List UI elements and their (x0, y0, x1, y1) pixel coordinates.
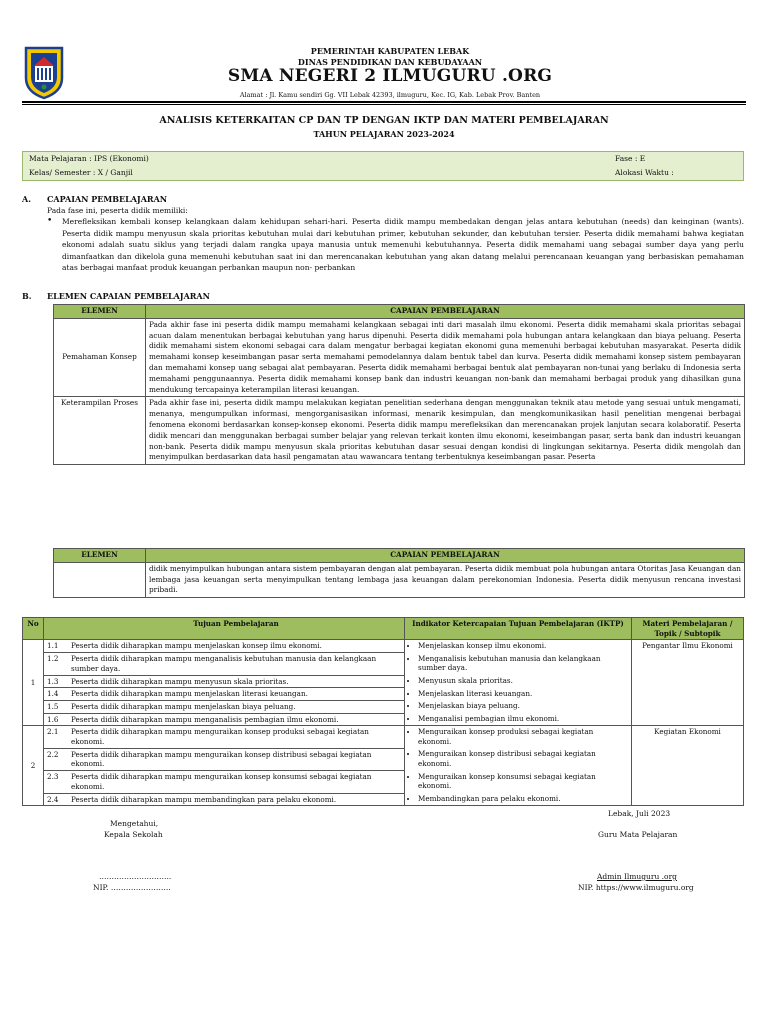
iktp-item: • Menganalisi pembagian ilmu ekonomi. (418, 714, 628, 724)
info-kelas: Kelas/ Semester : X / Ganjil (29, 168, 133, 177)
iktp-list (408, 727, 628, 746)
section-b-title: ELEMEN CAPAIAN PEMBELAJARAN (47, 291, 210, 301)
signature-left-name: ……………………….. (99, 872, 172, 881)
signature-place-date: Lebak, Juli 2023 (608, 809, 671, 818)
iktp-item: • Menganalisis kebutuhan manusia dan kelangkaan sumber daya. (418, 654, 628, 673)
group-number-cell: 1 (23, 640, 44, 726)
tp-header-num (44, 618, 69, 640)
iktp-list (408, 676, 628, 686)
iktp-item: • Menguraikan konsep konsumsi sebagai kegiatan ekonomi. (418, 772, 628, 791)
tp-table (22, 617, 744, 806)
iktp-list (408, 749, 628, 768)
tp-header-no: No (23, 618, 44, 640)
iktp-list (408, 689, 628, 699)
table-row (54, 562, 745, 597)
header-rule-thin (22, 104, 746, 105)
bullet-icon: • (47, 216, 53, 226)
cp-table (53, 304, 745, 465)
tp-header-tp: Tujuan Pembelajaran (68, 618, 405, 640)
iktp-cell (405, 748, 632, 770)
cp-cell: didik menyimpulkan hubungan antara sistem pembayaran dengan alat pembayaran. Peserta didik membuat pola hubungan antara Otoritas Jasa Keuangan dan lembaga jasa keuangan serta menyimpulkan tentang lembaga jasa keuangan dalam perekonomian Indonesia. Peserta didik menyusun rencana investasi pribadi. (146, 562, 745, 597)
elemen-cell: Keterampilan Proses (54, 397, 146, 465)
signature-right-title: Guru Mata Pelajaran (598, 830, 678, 839)
tp-number-cell: 1.2 (44, 653, 69, 675)
iktp-cell (405, 726, 632, 748)
iktp-list (408, 701, 628, 711)
cp-table-continued-wrapper (53, 548, 745, 598)
tp-number-cell: 1.3 (44, 675, 69, 688)
materi-cell: Pengantar Ilmu Ekonomi (632, 640, 744, 726)
iktp-list (408, 772, 628, 791)
iktp-list (408, 641, 628, 651)
iktp-list (408, 714, 628, 724)
section-a-title: CAPAIAN PEMBELAJARAN (47, 194, 168, 204)
cp-cell: Pada akhir fase ini peserta didik mampu memahami kelangkaan sebagai inti dari masalah ilmu ekonomi. Peserta didik memahami skala prioritas sebagai acuan dalam menentukan berbagai kebutuhan yang harus dipenuhi. Peserta didik memahami pola hubungan antara kelangkaan dan biaya peluang. Peserta didik memahami sistem ekonomi sebagai cara dalam mengatur berbagai kegiatan ekonomi guna memenuhi berbagai kebutuhan masyarakat. Peserta didik memahami konsep keseimbangan pasar serta memahami pemodelannya dalam bentuk tabel dan kurva. Peserta didik memahami konsep sistem pembayaran dan memahami konsep uang sebagai alat pembayaran. Peserta didik memahami berbagai bentuk alat pembayaran non-tunai yang berlaku di Indonesia serta memahami penggunaannya. Peserta didik memahami konsep bank dan industri keuangan non-bank dan memahami berbagai produk yang dihasilkan guna mendukung tercapainya keterampilan literasi keuangan. (146, 318, 745, 397)
tp-number-cell: 2.4 (44, 793, 69, 806)
section-a-label: A. (22, 194, 31, 204)
tp-cell: Peserta didik diharapkan mampu menjelaskan literasi keuangan. (68, 688, 405, 701)
iktp-item: • Menjelaskan literasi keuangan. (418, 689, 628, 699)
signature-left-nip: NIP. …………………… (93, 883, 171, 892)
tp-header-materi: Materi Pembelajaran / Topik / Subtopik (632, 618, 744, 640)
document-title: ANALISIS KETERKAITAN CP DAN TP DENGAN IKTP DAN MATERI PEMBELAJARAN (159, 115, 609, 126)
tp-cell: Peserta didik diharapkan mampu menguraikan konsep konsumsi sebagai kegiatan ekonomi. (68, 771, 405, 793)
school-logo-icon (22, 44, 66, 100)
iktp-cell (405, 653, 632, 675)
iktp-list (408, 654, 628, 673)
tp-number-cell: 1.1 (44, 640, 69, 653)
tp-number-cell: 2.2 (44, 748, 69, 770)
iktp-item: • Menjelaskan konsep ilmu ekonomi. (418, 641, 628, 651)
gov-line: PEMERINTAH KABUPATEN LEBAK (310, 46, 470, 56)
tp-cell: Peserta didik diharapkan mampu menyusun skala prioritas. (68, 675, 405, 688)
tp-cell: Peserta didik diharapkan mampu menguraikan konsep distribusi sebagai kegiatan ekonomi. (68, 748, 405, 770)
iktp-cell (405, 713, 632, 726)
info-fase: Fase : E (615, 154, 646, 163)
cp-header-elemen: ELEMEN (54, 305, 146, 319)
iktp-item: • Menjelaskan biaya peluang. (418, 701, 628, 711)
subject-info-bar (22, 151, 744, 181)
tp-table-body (23, 640, 744, 806)
tp-number-cell: 1.4 (44, 688, 69, 701)
iktp-item: • Menyusun skala prioritas. (418, 676, 628, 686)
section-a-intro: Pada fase ini, peserta didik memiliki: (47, 206, 188, 215)
elemen-cell: Pemahaman Konsep (54, 318, 146, 397)
tp-cell: Peserta didik diharapkan mampu membandingkan para pelaku ekonomi. (68, 793, 405, 806)
tp-cell: Peserta didik diharapkan mampu menjelaskan konsep ilmu ekonomi. (68, 640, 405, 653)
signature-right-name: Admin Ilmuguru .org (597, 872, 677, 881)
tp-cell: Peserta didik diharapkan mampu menjelaskan biaya peluang. (68, 700, 405, 713)
table-row (54, 318, 745, 397)
signature-left-line1: Mengetahui, (110, 819, 159, 828)
table-row (54, 397, 745, 465)
cp-header-elemen: ELEMEN (54, 549, 146, 563)
info-mapel: Mata Pelajaran : IPS (Ekonomi) (29, 154, 149, 163)
iktp-item: • Menguraikan konsep produksi sebagai kegiatan ekonomi. (418, 727, 628, 746)
table-row (23, 726, 744, 748)
section-a-text: Merefleksikan kembali konsep kelangkaan dalam kehidupan sehari-hari. Peserta didik mampu membedakan dengan jelas antara kebutuhan (needs) dan keinginan (wants). Peserta didik mampu menyusun skala prioritas kebutuhan mulai dari kebutuhan primer, kebutuhan sekunder, dan kebutuhan tersier. Peserta didik memahami bahwa kegiatan ekonomi adalah suatu siklus yang terjadi dalam rangka upaya manusia untuk memenuhi kebutuhannya. Peserta didik memahami uang sebagai sumber daya yang perlu dimanfaatkan dan dikelola guna memenuhi kebutuhan saat ini dan merencanakan kebutuhan yang akan datang melalui perencanaan keuangan yang berbasiskan pemahaman atas berbagai manfaat produk keuangan perbankan maupun non- perbankan (62, 217, 744, 273)
iktp-cell (405, 700, 632, 713)
tp-number-cell: 1.6 (44, 713, 69, 726)
section-b-label: B. (22, 291, 32, 301)
iktp-item: • Membandingkan para pelaku ekonomi. (418, 794, 628, 804)
tp-header-iktp: Indikator Ketercapaian Tujuan Pembelajaran (IKTP) (405, 618, 632, 640)
cp-table-continued (53, 548, 745, 598)
signature-left-line2: Kepala Sekolah (104, 830, 163, 839)
tp-cell: Peserta didik diharapkan mampu menguraikan konsep produksi sebagai kegiatan ekonomi. (68, 726, 405, 748)
tp-number-cell: 2.3 (44, 771, 69, 793)
cp-table-wrapper (53, 304, 745, 482)
materi-cell: Kegiatan Ekonomi (632, 726, 744, 806)
cp-cell: Pada akhir fase ini, peserta didik mampu melakukan kegiatan penelitian sederhana dengan menggunakan teknik atau metode yang sesuai untuk mengamati, menanya, mengumpulkan informasi, mengorganisasikan informasi, menarik kesimpulan, dan mengkomunikasikan hasil penelitian mengenai berbagai fenomena ekonomi berdasarkan konsep-konsep ekonomi. Peserta didik mampu merefleksikan dan merencanakan projek lanjutan secara kolaboratif. Peserta didik mencari dan menggunakan berbagai sumber belajar yang relevan terkait konten ilmu ekonomi, keseimbangan pasar, serta bank dan industri keuangan non-bank. Peserta didik mampu menyusun skala prioritas kebutuhan dasar sesuai dengan kondisi di lingkungan sekitarnya. Peserta didik mengolah dan menyimpulkan berdasarkan data hasil pengamatan atau wawancara tentang terbentuknya keseimbangan pasar. Peserta (146, 397, 745, 465)
group-number-cell: 2 (23, 726, 44, 806)
iktp-cell (405, 793, 632, 806)
iktp-cell (405, 640, 632, 653)
iktp-list (408, 794, 628, 804)
iktp-item: • Menguraikan konsep distribusi sebagai kegiatan ekonomi. (418, 749, 628, 768)
info-alokasi: Alokasi Waktu : (615, 168, 674, 177)
dept-line: DINAS PENDIDIKAN DAN KEBUDAYAAN (297, 57, 483, 67)
school-address: Alamat : Jl. Kamu sendiri Gg. VII Lebak 42393, ilmuguru, Kec. IG, Kab. Lebak Prov. Banten (239, 91, 541, 99)
elemen-cell (54, 562, 146, 597)
signature-right-nip: NIP. https://www.ilmuguru.org (578, 883, 694, 892)
tp-cell: Peserta didik diharapkan mampu menganalisis kebutuhan manusia dan kelangkaan sumber daya. (68, 653, 405, 675)
table-row (23, 640, 744, 653)
cp-header-cp: CAPAIAN PEMBELAJARAN (146, 305, 745, 319)
tp-cell: Peserta didik diharapkan mampu menganalisis pembagian ilmu ekonomi. (68, 713, 405, 726)
school-name: SMA NEGERI 2 ILMUGURU .ORG (227, 66, 553, 86)
document-year: TAHUN PELAJARAN 2023-2024 (313, 129, 455, 139)
iktp-cell (405, 675, 632, 688)
tp-number-cell: 1.5 (44, 700, 69, 713)
iktp-cell (405, 688, 632, 701)
iktp-cell (405, 771, 632, 793)
tp-number-cell: 2.1 (44, 726, 69, 748)
cp-header-cp: CAPAIAN PEMBELAJARAN (146, 549, 745, 563)
header-rule-thick (22, 101, 746, 103)
